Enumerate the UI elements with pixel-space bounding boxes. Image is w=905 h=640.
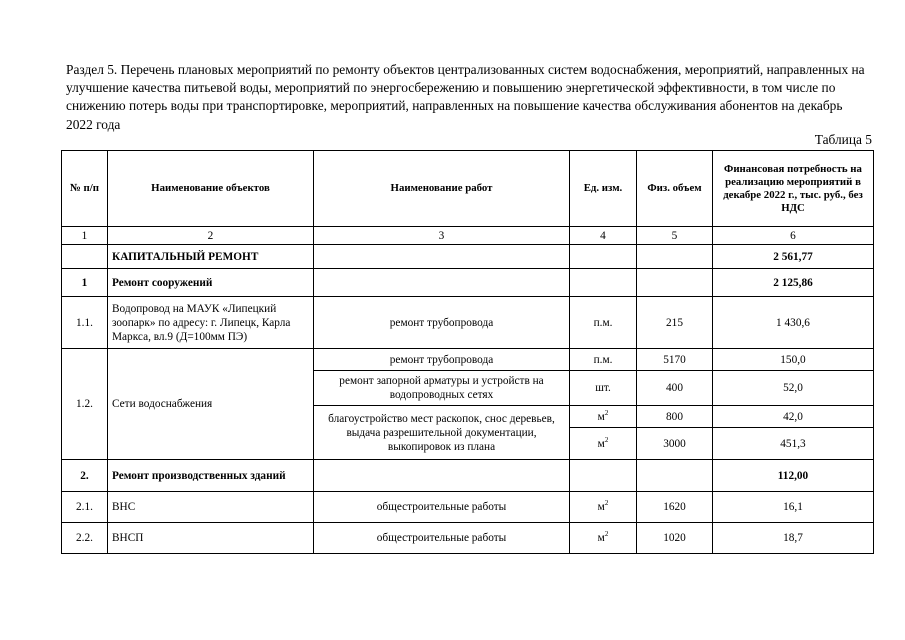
section-buildings-row [62, 460, 874, 492]
col-number: 2 [108, 227, 314, 245]
col-header-volume: Физ. объем [637, 151, 713, 227]
volume: 1020 [637, 523, 713, 554]
table-row [62, 349, 874, 371]
col-header-finance: Финансовая потребность на реализацию мероприятий в декабре 2022 г., тыс. руб., без НДС [713, 151, 874, 227]
col-number: 3 [314, 227, 570, 245]
row-number: 1 [62, 269, 108, 297]
finance: 16,1 [713, 492, 874, 523]
plan-table [61, 150, 874, 554]
section-heading: Раздел 5. Перечень плановых мероприятий по ремонту объектов централизованных систем водоснабжения, мероприятий, направленных на улучшение качества питьевой воды, мероприятий по энергосбережению и повышению энергетической эффективности, в том числе по снижению потерь воды при транспортировке, мероприятий, направленных на повышение качества обслуживания абонентов на декабрь 2022 года [66, 62, 865, 132]
col-number: 5 [637, 227, 713, 245]
section-total: 112,00 [713, 460, 874, 492]
unit: $м^2$ [570, 406, 637, 428]
object-name: ВНСП [108, 523, 314, 554]
col-header-works: Наименование работ [314, 151, 570, 227]
volume: 800 [637, 406, 713, 428]
volume: 215 [637, 297, 713, 349]
section-title: КАПИТАЛЬНЫЙ РЕМОНТ [108, 245, 314, 269]
col-number: 1 [62, 227, 108, 245]
work-name: ремонт трубопровода [314, 349, 570, 371]
work-name: ремонт запорной арматуры и устройств на водопроводных сетях [314, 371, 570, 406]
volume: 3000 [637, 428, 713, 460]
col-number: 6 [713, 227, 874, 245]
table-row [62, 492, 874, 523]
volume: 5170 [637, 349, 713, 371]
col-header-object: Наименование объектов [108, 151, 314, 227]
finance: 52,0 [713, 371, 874, 406]
column-number-row [62, 227, 874, 245]
row-number: 2.1. [62, 492, 108, 523]
work-name: ремонт трубопровода [314, 297, 570, 349]
work-name: общестроительные работы [314, 492, 570, 523]
finance: 1 430,6 [713, 297, 874, 349]
unit: п.м. [570, 297, 637, 349]
section-title: Ремонт сооружений [108, 269, 314, 297]
finance: 18,7 [713, 523, 874, 554]
object-name: ВНС [108, 492, 314, 523]
unit: $м^2$ [570, 428, 637, 460]
unit: $м^2$ [570, 492, 637, 523]
finance: 42,0 [713, 406, 874, 428]
row-number: 1.1. [62, 297, 108, 349]
finance: 150,0 [713, 349, 874, 371]
section-structures-row [62, 269, 874, 297]
table-row [62, 523, 874, 554]
volume: 400 [637, 371, 713, 406]
col-header-unit: Ед. изм. [570, 151, 637, 227]
unit: п.м. [570, 349, 637, 371]
section-total: 2 561,77 [713, 245, 874, 269]
unit: $м^2$ [570, 523, 637, 554]
col-header-num: № п/п [62, 151, 108, 227]
volume: 1620 [637, 492, 713, 523]
object-name: Водопровод на МАУК «Липецкий зоопарк» по адресу: г. Липецк, Карла Маркса, вл.9 (Д=100мм ПЭ) [108, 297, 314, 349]
section-title: Ремонт производственных зданий [108, 460, 314, 492]
row-number: 1.2. [62, 349, 108, 460]
section-capital-row [62, 245, 874, 269]
work-name: общестроительные работы [314, 523, 570, 554]
work-name: благоустройство мест раскопок, снос деревьев, выдача разрешительной документации, выкопировок из плана [314, 406, 570, 460]
table-row [62, 297, 874, 349]
finance: 451,3 [713, 428, 874, 460]
unit: шт. [570, 371, 637, 406]
section-total: 2 125,86 [713, 269, 874, 297]
object-name: Сети водоснабжения [108, 349, 314, 460]
row-number: 2.2. [62, 523, 108, 554]
row-number: 2. [62, 460, 108, 492]
col-number: 4 [570, 227, 637, 245]
header-row [62, 151, 874, 227]
table-label: Таблица 5 [814, 132, 872, 147]
